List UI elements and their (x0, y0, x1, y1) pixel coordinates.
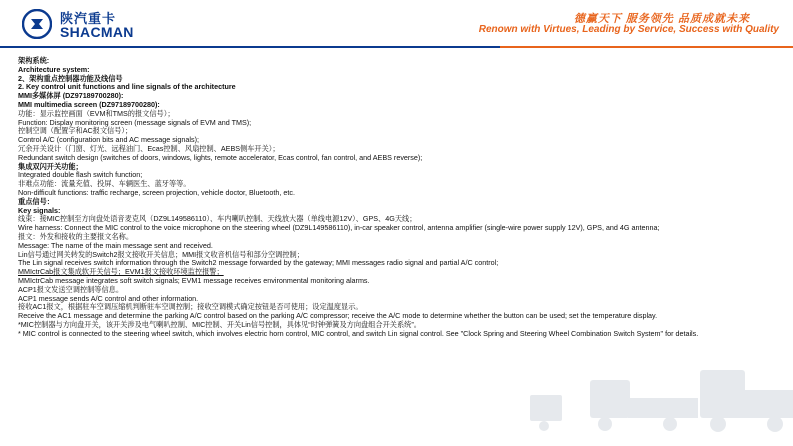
header (0, 0, 793, 46)
wire-harness-line: 线束：接MIC控制至方向盘处语音麦克风（DZ9L149586110）、车内喇叭控制、天线放大器（单线电源12V）、GPS、4G天线； (18, 214, 417, 224)
slogan-cn: 德赢天下 服务领先 品质成就未来 (573, 13, 750, 25)
redundant-switch-line: 冗余开关设计（门窗、灯光、远程油门、Ecas控制、风扇控制、AEBS侧车开关）； (18, 143, 280, 153)
wire-harness-line-en: Wire harness: Connect the MIC control to the voice microphone on the steering wheel (DZ9L149586110), in-car speaker control, antenna amplifier (single-wire power supply 12V), GPS, and 4G antenna; (18, 223, 660, 233)
trucks-watermark-image (440, 340, 793, 446)
section-heading: 架构系统: (18, 56, 50, 65)
shacman-logo-icon (22, 9, 52, 39)
message-line: 报文：外发和接收的主要报文名称。 (18, 231, 134, 241)
non-difficult-line: 非难点功能：流量充值、投屏、车辆医生、蓝牙等等。 (18, 179, 191, 189)
ac1-line: 接收AC1报文，根据驻车空调压缩机判断驻车空调控制；接收空调模式确定按钮是否可使用；设定温度显示。 (18, 302, 363, 312)
mmi-heading-en: MMI multimedia screen (DZ97189700280): (18, 99, 160, 109)
mic-note-line: *MIC控制器与方向盘开关，该开关涉及电气喇叭控制、MIC控制、开关Lin信号控制，具体见“时钟弹簧及方向盘组合开关系统”。 (18, 319, 421, 329)
double-flash-line: 集成双闪开关功能； (18, 161, 83, 171)
section-heading-en: Architecture system: (18, 64, 90, 74)
document-body (18, 57, 778, 339)
mmi-heading: MMI多媒体屏 (DZ97189700280): (18, 91, 124, 101)
lin-signal-line-en: The Lin signal receives switch information through the Switch2 message forwarded by the gateway; MMI messages radio signal and partial A/C control; (18, 258, 499, 268)
ac1-line-en: Receive the AC1 message and determine the parking A/C control based on the parking A/C compressor; receive the A/C mode to determine whether the button can be used; set the temperature display. (18, 311, 658, 321)
lin-signal-line: Lin信号通过网关转发的Switch2报文接收开关信息；MMI报文收音机信号和部分空调控制； (18, 249, 304, 259)
header-divider-accent (500, 46, 793, 48)
mmictrcab-line: MMIctrCab报文集成软开关信号；EVM1报文接收环境监控报警； (18, 267, 224, 277)
acp1-line-en: ACP1 message sends A/C control and other information. (18, 293, 199, 303)
brand-name-cn: 陕汽重卡 (60, 11, 117, 26)
double-flash-line-en: Integrated double flash switch function; (18, 170, 143, 180)
mic-note-line-en: * MIC control is connected to the steering wheel switch, which involves electric horn control, MIC control, and switch Lin signal control. See "Clock Spring and Steering Wheel Combination Switch System" for details. (18, 328, 699, 338)
key-signals-heading: 重点信号： (18, 196, 54, 206)
slogan-en: Renown with Virtues, Leading by Service, Success with Quality (478, 24, 779, 35)
brand-name-en: SHACMAN (60, 24, 134, 40)
subsection-heading-en: 2. Key control unit functions and line signals of the architecture (18, 82, 236, 92)
subsection-heading: 2、架构重点控制器功能及线信号 (18, 73, 123, 83)
function-line: 功能：显示监控画面（EVM和TMS的报文信号）； (18, 108, 175, 118)
ac-control-line-en: Control A/C (configuration bits and AC message signals); (18, 135, 199, 145)
mmictrcab-line-en: MMIctrCab message integrates soft switch signals; EVM1 message receives environmental monitoring alarms. (18, 275, 370, 285)
function-line-en: Function: Display monitoring screen (message signals of EVM and TMS); (18, 117, 252, 127)
message-line-en: Message: The name of the main message sent and received. (18, 240, 213, 250)
redundant-switch-line-en: Redundant switch design (switches of doors, windows, lights, remote accelerator, Ecas control, fan control, and AEBS reverse); (18, 152, 423, 162)
non-difficult-line-en: Non-difficult functions: traffic recharge, screen projection, vehicle doctor, Bluetooth, etc. (18, 187, 295, 197)
acp1-line: ACP1报文发送空调控制等信息。 (18, 284, 124, 294)
key-signals-heading-en: Key signals: (18, 205, 61, 215)
ac-control-line: 控制空调（配置字和AC报文信号）； (18, 126, 133, 136)
